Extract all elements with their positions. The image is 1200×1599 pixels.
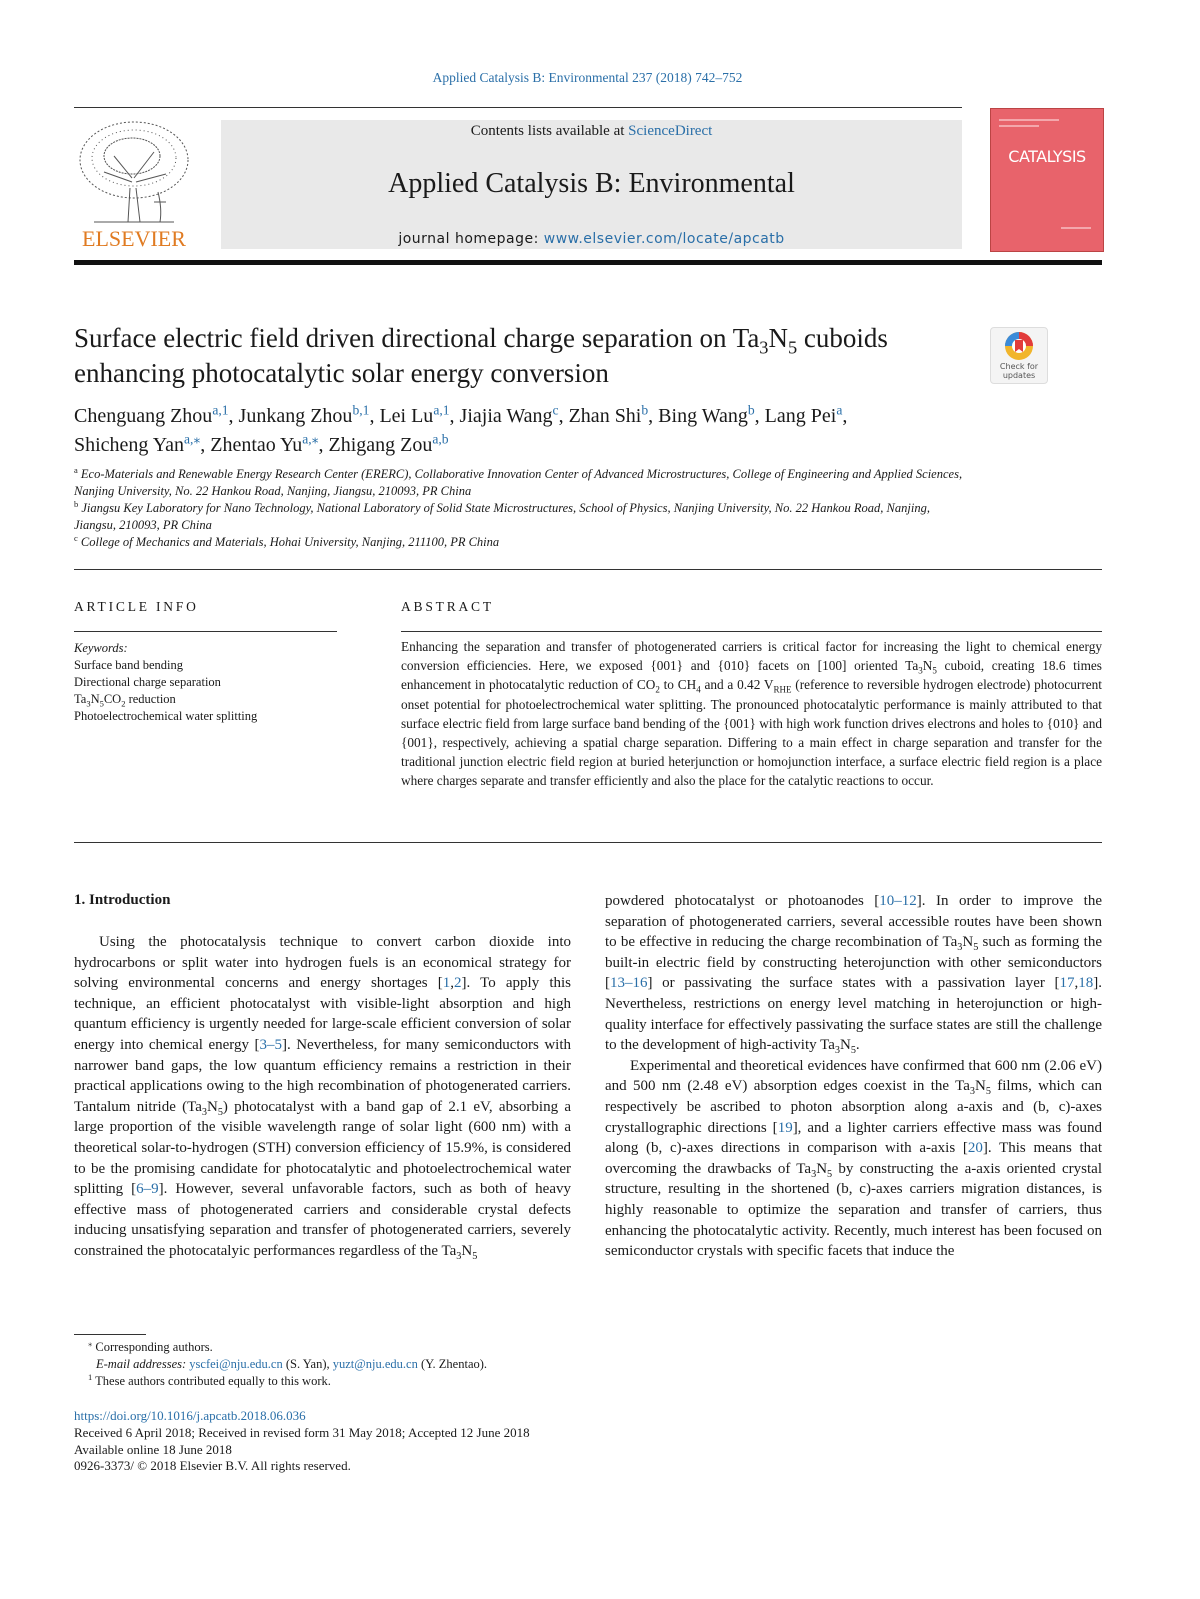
journal-cover-thumbnail[interactable] <box>990 108 1104 252</box>
citation-link[interactable]: 2 <box>454 975 462 992</box>
abstract-rule <box>401 631 1102 632</box>
homepage-line <box>221 231 962 247</box>
citation-link[interactable]: 1 <box>442 975 451 992</box>
author-list: Chenguang Zhou$^{a,1}$, Junkang Zhou$^{b,1}$, Lei Lu$^{a,1}$, Jiajia Wang$^c$, Zhan Shi$^b$, Bing Wang$^b$, Lang Pei$^a$, Shicheng Yan$^{a,⁎}$, Zhentao $Yu^{a,⁎}$, Zhigang Zou$^{a,b}$ <box>74 402 848 456</box>
author[interactable]: Zhan Shi$^b$ <box>568 402 649 427</box>
author[interactable]: Junkang Zhou$^{b,1}$ <box>238 402 370 427</box>
footnotes <box>74 1339 674 1390</box>
check-updates-label: Check for updates <box>999 362 1039 380</box>
homepage-link[interactable]: www.elsevier.com/locate/apcatb <box>543 231 785 247</box>
corresponding-note: ⁎ Corresponding authors. <box>88 1337 213 1354</box>
keywords-list <box>74 640 344 725</box>
affiliation-c: $^c$ College of Mechanics and Materials, Hohai University, Nanjing, 211100, PR China <box>74 532 500 549</box>
journal-banner <box>221 120 962 249</box>
available-online: Available online 18 June 2018 <box>74 1441 232 1457</box>
author[interactable]: Chenguang Zhou$^{a,1}$ <box>74 402 229 427</box>
keyword: $Ta_3N_5CO_2$ reduction <box>74 692 176 709</box>
homepage-prefix: journal homepage: <box>398 231 544 247</box>
check-updates-icon <box>991 328 1047 366</box>
cover-text-line <box>999 125 1039 127</box>
cover-text-line <box>1061 227 1091 229</box>
keywords-label: Keywords: <box>74 641 128 655</box>
abstract-text: Enhancing the separation and transfer of photogenerated carriers is critical factor for increasing the light to chemical energy conversion efficiencies. Here, we exposed {001} and {010} facets on [100] oriented $Ta_3N_5$ cuboid, creating 18.6 times enhancement in photocatalytic reduction of $CO_2$ to $CH_4$ and a 0.42 $V_{RHE}$ (reference to reversible hydrogen electrode) photocurrent onset potential for photoelectrochemical water splitting. The pronounced photocatalytic performance is mainly attributed to that surface electric field from large surface band bending of the {001} with high work function drives electrons and holes to {010} and {001}, respectively, achieving a spatial charge separation. Differing to a main effect in charge separation and transfer for the traditional junction electric field region at buried heterjunction or homojunction interface, a surface electric field region is a place where charges separate and transfer efficiently and also the place for the catalytic reactions to occur. <box>401 639 1103 789</box>
journal-title: Applied Catalysis B: Environmental <box>388 168 795 199</box>
intro-paragraph-2: Experimental and theoretical evidences have confirmed that 600 nm (2.06 eV) and 500 nm (2.48 eV) absorption edges coexist in the $Ta_3N_5$ films, which can respectively be ascribed to photon absorption along a-axis and (b, c)-axes crystallographic directions [19], and a lighter carriers effective mass was found along (b, c)-axes directions in comparison with a-axis [20]. This means that overcoming the drawbacks of $Ta_3N_5$ by constructing the a-axis oriented crystal structure, resulting in the shortened (b, c)-axes carriers migration distances, is highly reasonable to optimize the separation and transfer of carriers, thus enhancing the photocatalytic activity. Recently, much interest has been focused on semiconductor crystals with specific facets that induce the <box>605 1057 1103 1260</box>
author[interactable]: Jiajia Wang$^c$ <box>459 402 559 427</box>
article-info-heading: ARTICLE INFO <box>74 599 199 614</box>
contents-line <box>221 123 962 140</box>
email-link[interactable]: yscfei@nju.edu.cn <box>189 1357 283 1371</box>
author[interactable]: Bing Wang$^b$ <box>658 402 755 427</box>
keyword: Directional charge separation <box>74 675 221 689</box>
citation-link[interactable]: 3–5 <box>259 1036 282 1053</box>
citation-link[interactable]: 18 <box>1078 975 1094 992</box>
sciencedirect-link[interactable]: ScienceDirect <box>628 123 713 139</box>
citation-link[interactable]: 17 <box>1059 975 1075 992</box>
citation-link[interactable]: 20 <box>967 1140 983 1157</box>
author[interactable]: Lei Lu$^{a,1}$ <box>379 402 450 427</box>
cover-title: CATALYSIS <box>1008 147 1086 166</box>
abstract-heading: ABSTRACT <box>401 599 494 614</box>
section-heading: 1. Introduction <box>74 892 171 908</box>
contents-prefix: Contents lists available at <box>470 123 629 139</box>
article-info-rule <box>74 631 337 632</box>
journal-citation-link[interactable]: Applied Catalysis B: Environmental 237 (2018) 742–752 <box>432 70 743 85</box>
abstract-bottom-rule <box>74 842 1102 843</box>
elsevier-tree-icon <box>74 118 194 250</box>
intro-paragraph-1-continued: powdered photocatalyst or photoanodes [10–12]. In order to improve the separation of photogenerated carriers, several accessible routes have been shown to be effective in reducing the charge recombination of $Ta_3N_5$ such as forming the built-in electric field by constructing heterojunction with other semiconductors [13–16] or passivating the surface states with a passivation layer [17,18]. Nevertheless, restrictions on energy level matching in heterojunction or high-quality interface for effectively passivating the surface states are still the challenge to the development of high-activity $Ta_3N_5$. <box>605 893 1102 1057</box>
equal-contribution-note: $^1$ These authors contributed equally to this work. <box>88 1371 331 1388</box>
check-for-updates-button[interactable] <box>990 327 1048 384</box>
author[interactable]: Lang Pei$^a$ <box>764 402 843 427</box>
affiliations <box>74 466 974 551</box>
citation-link[interactable]: 13–16 <box>610 975 648 992</box>
citation-link[interactable]: 19 <box>777 1119 793 1136</box>
section-rule <box>74 569 1102 570</box>
cover-text-line <box>999 119 1059 121</box>
affiliation-b: $^b$ Jiangsu Key Laboratory for Nano Technology, National Laboratory of Solid State Microstructures, School of Physics, Nanjing University, No. 22 Hankou Road, Nanjing, Jiangsu, 210093, PR China <box>74 498 930 532</box>
email-note: E-mail addresses: yscfei@nju.edu.cn (S. Yan), yuzt@nju.edu.cn (Y. Zhentao). <box>96 1357 488 1371</box>
elsevier-logo <box>74 118 194 250</box>
affiliation-a: $^a$ Eco-Materials and Renewable Energy Research Center (ERERC), Collaborative Innovation Center of Advanced Microstructures, College of Engineering and Applied Sciences, Nanjing University, No. 22 Hankou Road, Nanjing, Jiangsu, 210093, PR China <box>74 464 963 498</box>
header-thick-rule <box>74 260 1102 265</box>
citation-link[interactable]: 10–12 <box>879 893 917 909</box>
intro-paragraph-1: Using the photocatalysis technique to convert carbon dioxide into hydrocarbons or split water into hydrogen fuels is an economical strategy for solving environmental concerns and energy shortages [1,2]. To apply this technique, an efficient photocatalyst with visible-light absorption and high quantum efficiency is urgently needed for large-scale efficient conversion of solar energy into chemical energy [3–5]. Nevertheless, for many semiconductors with narrower band gaps, the low quantum efficiency remains a restriction in their practical applications owing to the high recombination of photogenerated carriers. Tantalum nitride $(Ta_3N_5)$ photocatalyst with a band gap of 2.1 eV, absorbing a large proportion of the visible wavelength range of solar light (600 nm) with a theoretical solar-to-hydrogen (STH) conversion efficiency of 15.9%, is considered to be the promising candidate for photocatalytic and photoelectrochemical water splitting [6–9]. However, several unfavorable factors, such as both of heavy effective mass of photogenerated carriers and considerable crystal defects inducing unsatisfying separation and transfer of photogenerated carriers, severely constrained the photocatalyic performances regardless of the $Ta_3N_5$ <box>74 934 572 1262</box>
footnote-rule <box>74 1334 146 1335</box>
article-footer <box>74 1408 694 1475</box>
email-link[interactable]: yuzt@nju.edu.cn <box>332 1357 418 1371</box>
article-title: Surface electric field driven directional charge separation on $Ta_3N_5$ cuboids enhancing photocatalytic solar energy conversion <box>74 323 888 388</box>
elsevier-wordmark: ELSEVIER <box>82 226 186 250</box>
header-rule <box>74 107 962 108</box>
author[interactable]: Shicheng Yan$^{a,⁎}$ <box>74 431 201 456</box>
received-dates: Received 6 April 2018; Received in revised form 31 May 2018; Accepted 12 June 2018 <box>74 1424 530 1440</box>
doi-link[interactable]: https://doi.org/10.1016/j.apcatb.2018.06.036 <box>74 1408 306 1423</box>
keyword: Photoelectrochemical water splitting <box>74 709 258 723</box>
author[interactable]: Zhentao $Yu^{a,⁎}$ <box>210 431 319 456</box>
left-column <box>74 932 571 1262</box>
author[interactable]: Zhigang Zou$^{a,b}$ <box>328 431 449 456</box>
keyword: Surface band bending <box>74 658 183 672</box>
copyright: 0926-3373/ © 2018 Elsevier B.V. All rights reserved. <box>74 1458 351 1474</box>
right-column <box>605 891 1102 1262</box>
citation-link[interactable]: 6–9 <box>136 1181 159 1198</box>
